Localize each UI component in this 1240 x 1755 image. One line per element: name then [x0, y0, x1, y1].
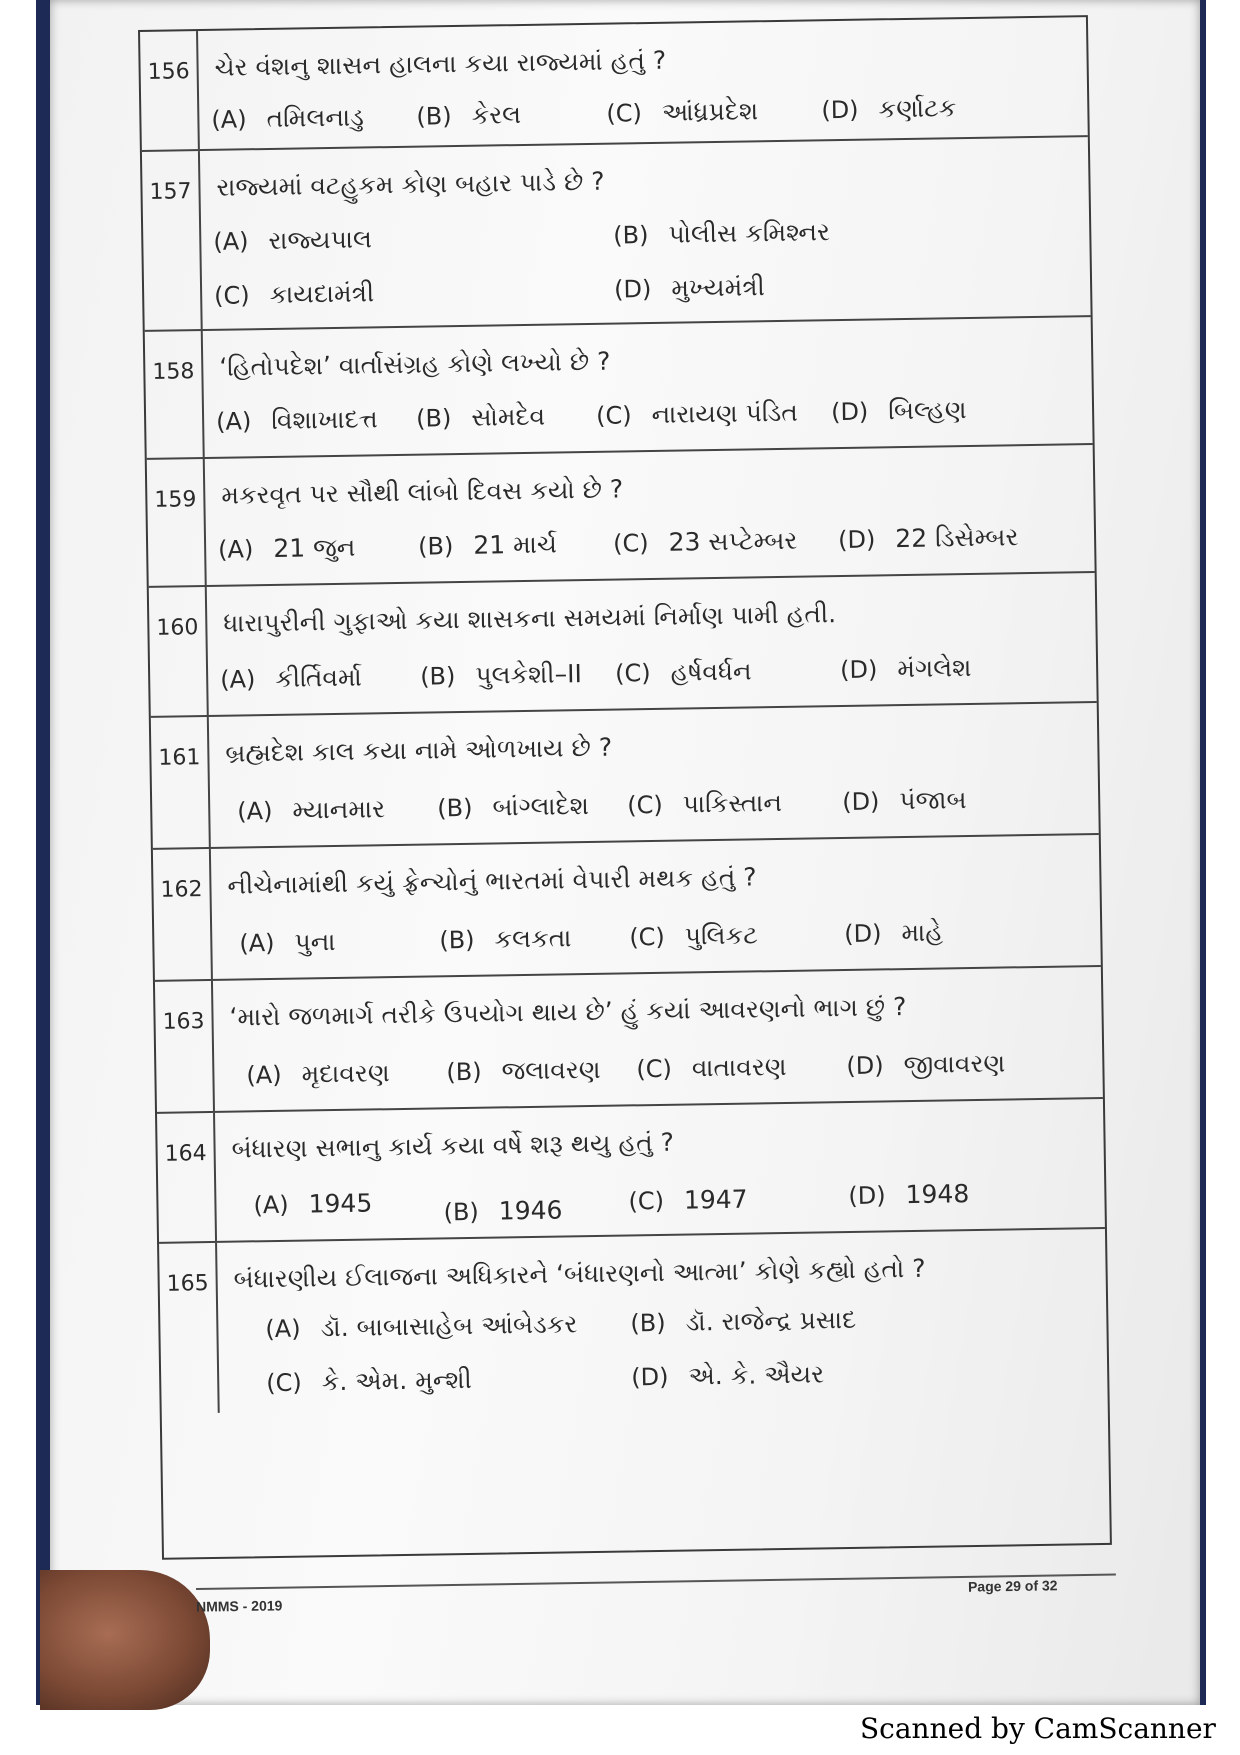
option-a: (A) મૃદાવરણ: [246, 1058, 390, 1090]
option-b: (B) 21 માર્ચ: [417, 529, 558, 561]
option-d: (D) પંજાબ: [841, 785, 967, 817]
thumb-holding-paper: [40, 1570, 210, 1710]
option-b: (B) કલકતા: [439, 923, 572, 955]
question-text: નીચેનામાંથી કયું ફ્રેન્ચોનું ભારતમાં વેપારી મથક હતું ?: [227, 862, 757, 900]
option-d: (D) મુખ્યમંત્રી: [613, 272, 766, 304]
option-a: (A) ડૉ. બાબાસાહેબ આંબેડકર: [265, 1309, 578, 1344]
question-number: 158: [145, 331, 205, 458]
option-c: (C) નારાયણ પંડિત: [595, 397, 798, 430]
question-row: [159, 1229, 1108, 1414]
question-text: રાજ્યમાં વટહુકમ કોણ બહાર પાડે છે ?: [216, 166, 605, 202]
option-a: (A) રાજ્યપાલ: [213, 224, 373, 256]
option-d: (D) જીવાવરણ: [846, 1048, 1006, 1080]
option-a: (A) પુના: [239, 927, 336, 958]
question-text: ‘મારો જળમાર્ગ તરીકે ઉપયોગ થાય છે’ હું કયાં આવરણનો ભાગ છું ?: [229, 992, 907, 1032]
option-b: (B) સોમદેવ: [415, 401, 546, 433]
question-text: બંધારણ સભાનુ કાર્ય કયા વર્ષે શરૂ થયુ હતું ?: [231, 1127, 675, 1164]
option-d: (D) મંગલેશ: [839, 652, 972, 685]
question-number: 163: [155, 981, 215, 1112]
question-row: [142, 137, 1091, 332]
option-c: (C) વાતાવરણ: [636, 1051, 787, 1084]
question-text: ‘હિતોપદેશ’ વાર્તાસંગ્રહ કોણે લખ્યો છે ?: [219, 346, 611, 382]
question-text: મકરવૃત પર સૌથી લાંબો દિવસ કયો છે ?: [221, 474, 624, 510]
option-a: (A) તમિલનાડુ: [211, 102, 365, 134]
option-b: (B) કેરલ: [416, 99, 522, 131]
option-d: (D) એ. કે. ઐયર: [631, 1359, 825, 1392]
question-text: બ્રહ્મદેશ કાલ કયા નામે ઓળખાય છે ?: [225, 732, 613, 768]
question-number: 157: [142, 151, 203, 330]
question-row: [157, 1099, 1105, 1244]
option-a: (A) મ્યાનમાર: [237, 794, 386, 826]
question-row: [153, 835, 1101, 982]
question-number: 165: [159, 1243, 220, 1414]
question-number: 161: [151, 717, 211, 848]
question-row: [149, 573, 1097, 718]
question-row: [145, 317, 1093, 460]
question-row: [140, 17, 1088, 152]
question-text: ચેર વંશનુ શાસન હાલના કયા રાજ્યમાં હતું ?: [214, 45, 667, 82]
question-row: [151, 703, 1099, 850]
option-a: (A) કીર્તિવર્મા: [219, 662, 362, 694]
page-number: Page 29 of 32: [967, 1577, 1058, 1595]
option-b: (B) પુલકેશી–II: [419, 659, 583, 691]
option-d: (D) કર્ણાટક: [821, 93, 957, 125]
option-b: (B) બાંગ્લાદેશ: [437, 791, 590, 823]
option-b: (B) જલાવરણ: [446, 1054, 601, 1087]
question-number: 162: [153, 849, 213, 980]
option-c: (C) કાયદામંત્રી: [213, 278, 375, 310]
option-b: (B) પોલીસ કમિશ્નર: [613, 217, 831, 250]
scanner-watermark: Scanned by CamScanner: [860, 1712, 1216, 1745]
option-c: (C) હર્ષવર્ધન: [614, 656, 752, 688]
exam-name: NMMS - 2019: [195, 1597, 283, 1615]
option-d: (D) માહે: [844, 917, 944, 949]
question-number: 160: [149, 587, 209, 716]
question-number: 164: [157, 1113, 217, 1242]
option-b: (B) 1946: [443, 1195, 563, 1227]
option-c: (C) પાકિસ્તાન: [627, 787, 783, 820]
option-a: (A) 1945: [253, 1188, 373, 1220]
question-text: ધારાપુરીની ગુફાઓ કયા શાસકના સમયમાં નિર્માણ પામી હતી.: [223, 599, 837, 638]
option-c: (C) પુલિકટ: [629, 920, 758, 952]
option-c: (C) 1947: [628, 1184, 748, 1216]
option-c: (C) આંધ્રપ્રદેશ: [606, 96, 759, 128]
option-c: (C) 23 સપ્ટેમ્બર: [612, 525, 798, 558]
option-c: (C) કે. એમ. મુન્શી: [266, 1364, 473, 1398]
option-d: (D) 22 ડિસેમ્બર: [837, 522, 1019, 555]
question-table: [138, 15, 1112, 1560]
option-d: (D) બિલ્હણ: [830, 395, 967, 427]
option-b: (B) ડૉ. રાજેન્દ્ર પ્રસાદ: [630, 1304, 857, 1338]
question-number: 159: [147, 459, 207, 586]
question-row: [147, 445, 1095, 588]
option-d: (D) 1948: [848, 1179, 970, 1210]
option-a: (A) 21 જુન: [217, 532, 356, 564]
option-a: (A) વિશાખાદત્ત: [215, 404, 378, 436]
question-number: 156: [140, 31, 200, 150]
question-text: બંધારણીય ઈલાજના અધિકારને ‘બંધારણનો આત્મા’ કોણે કહ્યો હતો ?: [233, 1253, 926, 1294]
question-row: [155, 967, 1103, 1114]
